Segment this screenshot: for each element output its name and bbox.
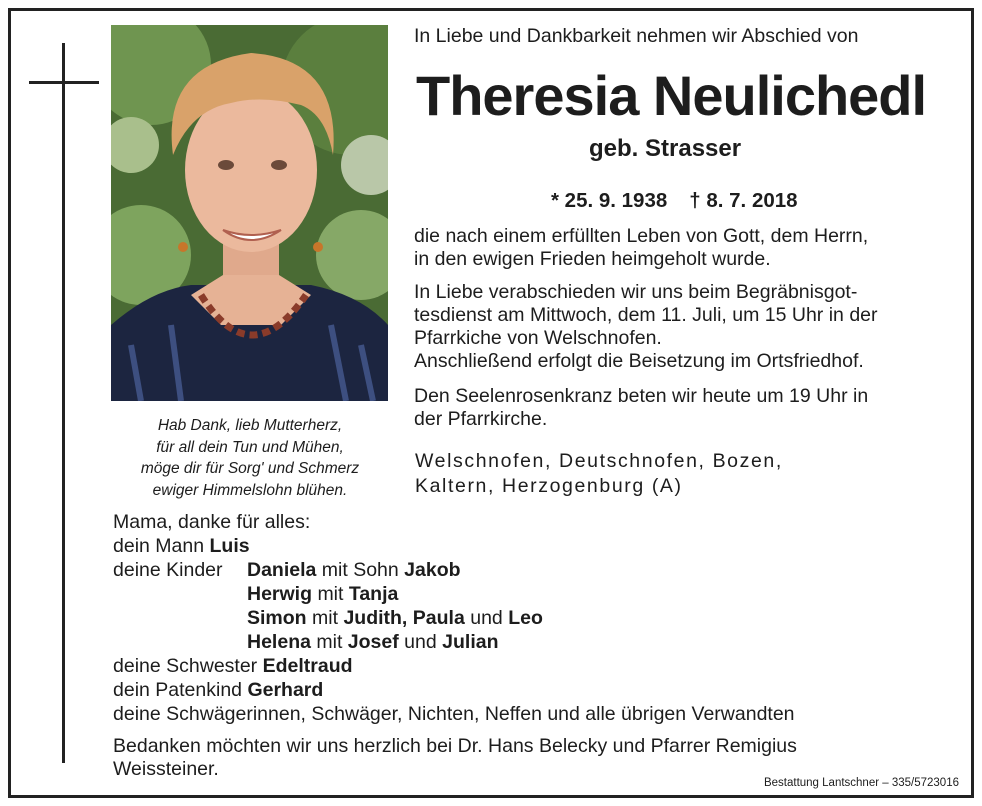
paragraph-line: tesdienst am Mittwoch, dem 11. Juli, um 15 Uhr in der [414, 304, 878, 326]
child-entry [247, 630, 499, 654]
relative-name: Julian [442, 631, 499, 653]
maiden-name: geb. Strasser [589, 135, 742, 162]
obituary-notice [8, 8, 974, 798]
paragraph-rosary [414, 385, 868, 431]
family-sister [113, 654, 795, 678]
family-child-row [113, 582, 795, 606]
connector: mit [312, 607, 339, 629]
paragraph-line: in den ewigen Frieden heimgeholt wurde. [414, 248, 771, 270]
family-child-row [113, 630, 795, 654]
thanks-text [113, 735, 797, 781]
child-entry [247, 582, 398, 606]
paragraph-line: In Liebe verabschieden wir uns beim Begräbnisgot- [414, 281, 858, 303]
paragraph-line: Pfarrkiche von Welschnofen. [414, 327, 662, 349]
paragraph-passing [414, 225, 868, 271]
relation-label: deine Kinder [113, 559, 223, 581]
portrait-photo [111, 25, 388, 401]
family-children [113, 558, 795, 582]
deceased-name: Theresia Neulichedl [416, 64, 927, 127]
family-opening: Mama, danke für alles: [113, 511, 311, 533]
thanks-line: Weissteiner. [113, 758, 219, 780]
connector: mit [317, 583, 344, 605]
connector: mit Sohn [321, 559, 399, 581]
paragraph-line: der Pfarrkirche. [414, 408, 548, 430]
child-entry [247, 606, 543, 630]
family-relatives: deine Schwägerinnen, Schwäger, Nichten, Neffen und alle übrigen Verwandten [113, 703, 795, 725]
poem [107, 415, 393, 501]
connector: und [470, 607, 503, 629]
life-dates [551, 189, 798, 213]
relative-name: Luis [209, 535, 250, 557]
paragraph-line: Den Seelenrosenkranz beten wir heute um 19 Uhr in [414, 385, 869, 407]
intro-text: In Liebe und Dankbarkeit nehmen wir Abschied von [414, 25, 859, 47]
child-entry [247, 558, 461, 582]
thanks-line: Bedanken möchten wir uns herzlich bei Dr. Hans Belecky und Pfarrer Remigius [113, 735, 797, 757]
funeral-home-credit: Bestattung Lantschner – 335/5723016 [763, 777, 959, 789]
poem-line: möge dir für Sorg' und Schmerz [140, 460, 360, 477]
family-list [113, 510, 795, 726]
relative-name: Judith, Paula [343, 607, 465, 629]
family-husband [113, 534, 795, 558]
cross-icon-bar [29, 81, 99, 84]
relative-name: Jakob [404, 559, 461, 581]
family-child-row [113, 606, 795, 630]
places-line: Kaltern, Herzogenburg (A) [415, 475, 683, 497]
relative-name: Gerhard [247, 679, 324, 701]
relative-name: Helena [247, 631, 311, 653]
relative-name: Leo [508, 607, 543, 629]
relative-name: Simon [247, 607, 307, 629]
relative-name: Daniela [247, 559, 317, 581]
relative-name: Josef [347, 631, 399, 653]
family-godchild [113, 678, 795, 702]
cross-icon [62, 43, 65, 763]
places [415, 449, 783, 499]
poem-line: Hab Dank, lieb Mutterherz, [157, 417, 343, 434]
relation-label: dein Patenkind [113, 679, 243, 701]
relation-label: dein Mann [113, 535, 205, 557]
paragraph-line: Anschließend erfolgt die Beisetzung im Ortsfriedhof. [414, 350, 864, 372]
places-line: Welschnofen, Deutschnofen, Bozen, [415, 450, 783, 472]
paragraph-funeral [414, 281, 878, 373]
birth-date: * 25. 9. 1938 [551, 189, 668, 212]
connector: mit [316, 631, 343, 653]
paragraph-line: die nach einem erfüllten Leben von Gott, dem Herrn, [414, 225, 869, 247]
relative-name: Herwig [247, 583, 313, 605]
relation-label: deine Schwester [113, 655, 258, 677]
relative-name: Edeltraud [262, 655, 353, 677]
poem-line: ewiger Himmelslohn blühen. [152, 481, 348, 499]
death-date: † 8. 7. 2018 [689, 189, 798, 212]
connector: und [404, 631, 437, 653]
relative-name: Tanja [348, 583, 399, 605]
poem-line: für all dein Tun und Mühen, [156, 438, 344, 456]
